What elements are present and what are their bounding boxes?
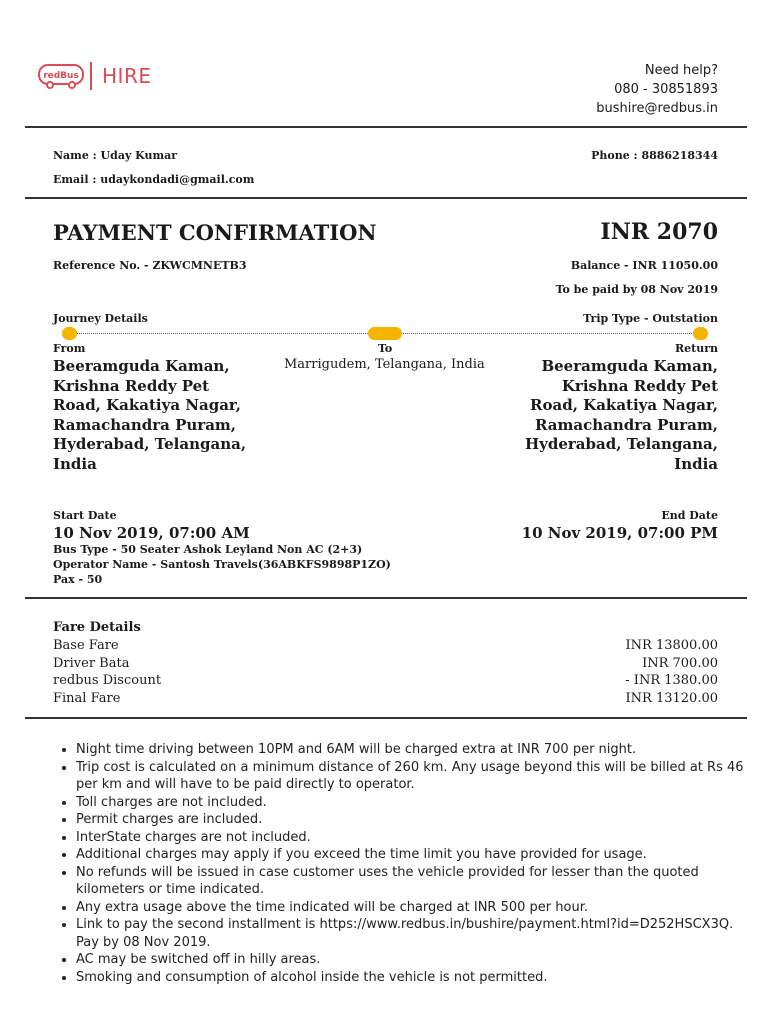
address-line: India (674, 454, 718, 473)
customer-name: Name : Uday Kumar (53, 149, 178, 162)
terms-item: • InterState charges are not included. (76, 829, 746, 847)
fare-row (53, 691, 718, 709)
from-label: From (53, 342, 86, 355)
fare-value: INR 13800.00 (625, 638, 718, 653)
address-line: Krishna Reddy Pet (561, 376, 718, 395)
divider (25, 197, 747, 199)
timeline-return-dot (693, 327, 708, 340)
payment-amount: INR 2070 (600, 219, 718, 245)
from-address (53, 357, 246, 474)
fare-label: Final Fare (53, 691, 121, 707)
operator-name: Operator Name - Santosh Travels(36ABKFS9898P1ZO) (53, 558, 391, 571)
balance-amount: Balance - INR 11050.00 (570, 259, 718, 272)
customer-email: Email : udaykondadi@gmail.com (53, 173, 255, 186)
terms-item: • Toll charges are not included. (76, 794, 746, 812)
address-line: Beeramguda Kaman, (541, 357, 718, 375)
address-line: Road, Kakatiya Nagar, (530, 396, 718, 414)
fare-row (53, 673, 718, 691)
terms-item: • Additional charges may apply if you exceed the time limit you have provided for usage. (76, 846, 746, 864)
to-label: To (378, 342, 393, 355)
fare-value: INR 700.00 (642, 655, 718, 671)
trip-type: Trip Type - Outstation (583, 312, 718, 325)
terms-item: • No refunds will be issued in case customer uses the vehicle provided for lesser than the quoted kilometers or time indicated. (76, 864, 746, 899)
start-date-label: Start Date (53, 509, 117, 522)
help-title: Need help? (644, 63, 718, 78)
terms-item: • Trip cost is calculated on a minimum distance of 260 km. Any usage beyond this will be billed at Rs 46 per km and will have to be paid directly to operator. (76, 759, 746, 794)
address-line: India (53, 454, 97, 473)
divider (25, 717, 747, 719)
page-title: PAYMENT CONFIRMATION (53, 220, 377, 245)
fare-label: redbus Discount (53, 673, 162, 689)
address-line: Road, Kakatiya Nagar, (53, 396, 241, 414)
customer-phone: Phone : 8886218344 (591, 149, 718, 162)
fare-table (53, 638, 718, 709)
fare-value: INR 13120.00 (625, 691, 718, 707)
terms-item: • Night time driving between 10PM and 6AM will be charged extra at INR 700 per night. (76, 741, 746, 759)
to-address: Marrigudem, Telangana, India (284, 357, 485, 372)
address-line: Hyderabad, Telangana, (53, 435, 247, 453)
bus-type: Bus Type - 50 Seater Ashok Leyland Non AC (2+3) (53, 543, 363, 556)
logo-divider (90, 62, 92, 90)
help-contact (596, 61, 718, 118)
terms-item: • Permit charges are included. (76, 811, 746, 829)
return-address (525, 357, 718, 474)
fare-row (53, 638, 718, 656)
help-email[interactable]: bushire@redbus.in (596, 101, 718, 116)
divider (25, 597, 747, 599)
pax-count: Pax - 50 (53, 573, 103, 586)
timeline-destination-dot (368, 327, 402, 340)
fare-heading: Fare Details (53, 620, 141, 635)
fare-value: - INR 1380.00 (625, 673, 718, 689)
terms-item-payment-link[interactable]: • Link to pay the second installment is https://www.redbus.in/bushire/payment.html?id=D252HSCX3Q. Pay by 08 Nov 2019. (76, 916, 746, 951)
journey-heading: Journey Details (53, 312, 148, 325)
terms-item: • Any extra usage above the time indicated will be charged at INR 500 per hour. (76, 899, 746, 917)
logo-product-text: HIRE (102, 64, 152, 88)
logo-brand-text: redBus (43, 71, 79, 81)
divider (25, 126, 747, 128)
timeline-start-dot (62, 327, 77, 340)
end-date-label: End Date (661, 509, 718, 522)
address-line: Beeramguda Kaman, (53, 357, 230, 375)
due-date: To be paid by 08 Nov 2019 (555, 283, 718, 296)
fare-label: Base Fare (53, 638, 119, 653)
terms-list (58, 741, 746, 986)
redbus-hire-logo (38, 60, 151, 92)
terms-item: • Smoking and consumption of alcohol inside the vehicle is not permitted. (76, 969, 746, 987)
start-date-value: 10 Nov 2019, 07:00 AM (53, 524, 250, 542)
address-line: Ramachandra Puram, (534, 415, 718, 434)
address-line: Ramachandra Puram, (53, 415, 237, 434)
terms-item: • AC may be switched off in hilly areas. (76, 951, 746, 969)
fare-row (53, 656, 718, 674)
address-line: Krishna Reddy Pet (53, 376, 210, 395)
end-date-value: 10 Nov 2019, 07:00 PM (521, 524, 718, 542)
fare-label: Driver Bata (53, 655, 130, 671)
return-label: Return (674, 342, 718, 355)
address-line: Hyderabad, Telangana, (524, 435, 718, 453)
redbus-bus-icon (38, 62, 84, 90)
help-phone[interactable]: 080 - 30851893 (614, 82, 718, 97)
reference-number: Reference No. - ZKWCMNETB3 (53, 259, 247, 272)
